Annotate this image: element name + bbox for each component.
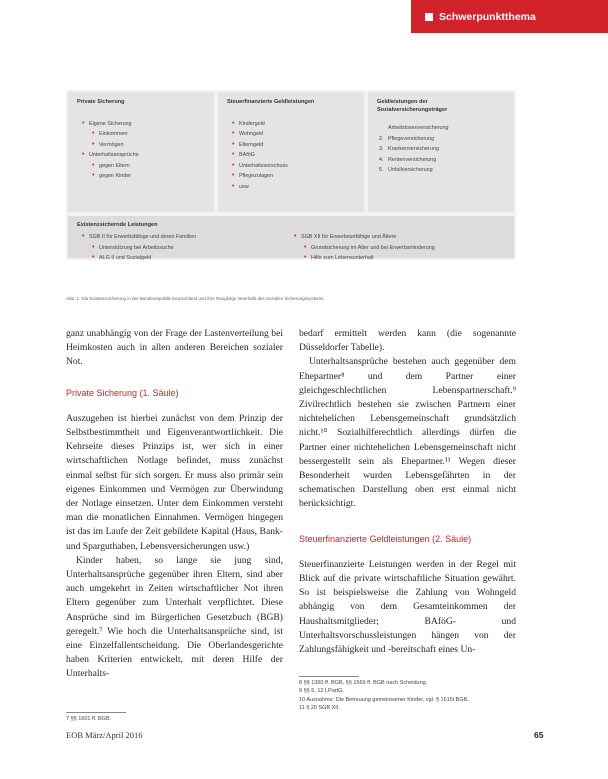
diagram-list-item: • Pflegezulagen	[239, 171, 364, 182]
diagram-list-item	[379, 134, 514, 145]
footnote: 11 § 20 SGB XII.	[299, 705, 340, 712]
diagram-list-item: • SGB II für Erwerbsfähige und deren Familien	[89, 232, 196, 243]
footnote-rule	[66, 712, 126, 713]
list-text: Unfallversicherung	[388, 167, 433, 174]
diagram-list-item: • SGB XII für Erwerbsunfähige und Ältere	[301, 232, 435, 243]
panel-social	[368, 92, 514, 212]
diagram-list-item: • Elterngeld	[239, 140, 364, 151]
social-security-diagram	[66, 90, 516, 260]
diagram-list-item	[388, 123, 514, 134]
right-column	[299, 327, 516, 657]
private-list	[68, 107, 214, 182]
diagram-list-item	[379, 165, 514, 176]
section-heading: Steuerfinanzierte Geldleistungen (2. Säule)	[299, 533, 472, 544]
paragraph: Auszugehen ist hierbei zunächst von dem Prinzip der Selbstbestimmtheit und Eigenverantwortlichkeit. Die Kehrseite dieses Prinzips ist, wer sich in einer wirtschaftlichen Notlage befindet, muss zunächst einmal selbst für sich sorgen. Er muss also primär sein eigenes Einkommen und Vermögen zur Überwindung der Notlage einsetzen. Unter dem Einkommen versteht man die monatlichen Einnahmen. Vermögen hingegen ist das im Laufe der Zeit gebildete Kapital (Haus, Bank- und Sparguthaben, Lebensversicherungen usw.)	[66, 412, 283, 552]
existenz-left-list	[89, 232, 196, 264]
diagram-list-item: • Grundsicherung im Alter und bei Erwerbsminderung	[311, 243, 435, 254]
paragraph: Steuerfinanzierte Leistungen werden in der Regel mit Blick auf die private wirtschaftliche Situation gewährt. So ist beispielsweise die Zahlung von Wohngeld abhängig von dem Gesamteinkommen der Haushaltsmitglieder; BAföG- und Unterhaltsvorschussleistungen hängen von der Zahlungsfähigkeit und -bereitschaft eines Un-	[299, 558, 516, 656]
list-number: 4.	[379, 156, 384, 163]
paragraph: ganz unabhängig von der Frage der Lastenverteilung bei Heimkosten auch in allen anderen Bereichen sozialer Not.	[66, 328, 283, 368]
paragraph: Kinder haben, so lange sie jung sind, Unterhaltsansprüche gegenüber ihren Eltern, sind aber auch umgekehrt in Zeiten wirtschaftlicher Not ihren Eltern gegenüber zum Unterhalt verpflichtet. Diese Ansprüche sind im Bürgerlichen Gesetzbuch (BGB) geregelt.⁷ Wie hoch die Unterhaltsansprüche sind, ist eine Einzelfallentscheidung. Die Oberlandesgerichte haben Kriterien entwickelt, mit deren Hilfe der Unterhalts-	[66, 554, 283, 680]
footnote-list	[299, 679, 516, 713]
paragraph: bedarf ermittelt werden kann (die sogenannte Düsseldorfer Tabelle).	[299, 328, 516, 354]
journal-footer: EOB März/April 2016	[66, 730, 143, 740]
diagram-list-item: • Hilfe zum Lebensunterhalt	[311, 253, 435, 264]
panel-existenz	[68, 216, 514, 261]
diagram-list-item: • ALG II und Sozialgeld	[99, 253, 196, 264]
section-tag	[411, 0, 608, 33]
list-number: 3.	[379, 146, 384, 153]
panel-title: Steuerfinanzierte Geldleistungen	[227, 99, 315, 105]
section-tag-label: Schwerpunktthema	[439, 10, 536, 23]
diagram-list-item: • Unterstützung bei Arbeitssuche	[99, 243, 196, 254]
diagram-list-item	[379, 144, 514, 155]
footnote: 7 §§ 1601 ff. BGB.	[66, 716, 112, 722]
panel-title: Geldleistungen der Sozialversicherungsträger	[377, 99, 448, 113]
list-text: Arbeitslosenversicherung	[388, 125, 449, 132]
tag-square-icon	[425, 13, 433, 21]
panel-title: Existenzsichernde Leistungen	[77, 222, 158, 228]
diagram-list-item: • gegen Eltern	[99, 161, 214, 172]
list-number: 2.	[379, 135, 384, 142]
diagram-list-item: • Einkommen	[99, 129, 214, 140]
list-text: Pflegeversicherung	[388, 135, 435, 142]
diagram-list-item: • usw.	[239, 182, 364, 193]
footnote-rule	[299, 676, 359, 677]
panel-tax	[218, 92, 364, 212]
page-number: 65	[534, 730, 544, 740]
footnote: 9 §§ 5, 12 LPartG.	[299, 688, 344, 695]
tax-list	[218, 107, 364, 193]
diagram-list-item: • Eigene Sicherung	[89, 119, 214, 130]
diagram-list-item	[379, 155, 514, 166]
diagram-list-item: • Unterhaltsansprüche	[89, 150, 214, 161]
diagram-list-item: • Unterhaltsvorschuss	[239, 161, 364, 172]
list-text: Rentenversicherung	[388, 156, 437, 163]
list-number: 5.	[379, 167, 384, 174]
diagram-list-item: • Vermögen	[99, 140, 214, 151]
diagram-list-item: • BAföG	[239, 150, 364, 161]
paragraph: Unterhaltsansprüche bestehen auch gegenüber dem Ehepartner⁸ und dem Partner einer gleichgeschlechtlichen Lebenspartnerschaft.⁹ Zivilrechtlich bestehen sie zwischen Partnern einer nichtehelichen Lebensgemeinschaft grundsätzlich nicht.¹⁰ Sozialhilferechtlich allerdings dürfen die Partner einer nichtehelichen Lebensgemeinschaft nicht bessergestellt sein als Ehepartner.¹¹ Wegen dieser Besonderheit wurden Lebensgefährten in der schematischen Darstellung oben erst einmal nicht berücksichtigt.	[299, 356, 516, 510]
panel-private	[68, 92, 214, 212]
section-heading: Private Sicherung (1. Säule)	[66, 387, 179, 398]
panel-title: Private Sicherung	[77, 99, 125, 105]
footnote: 10 Ausnahme: Die Betreuung gemeinsamer Kinder, vgl. § 1615l BGB.	[299, 696, 469, 703]
diagram-list-item: • Kindergeld	[239, 119, 364, 130]
left-column	[66, 327, 283, 682]
footnote: 8 §§ 1360 ff. BGB, §§ 1569 ff. BGB nach Scheidung.	[299, 680, 428, 686]
list-text: Krankenversicherung	[388, 146, 439, 153]
diagram-list-item: • gegen Kinder	[99, 171, 214, 182]
social-list	[368, 114, 514, 176]
existenz-right-list	[301, 232, 435, 264]
figure-caption: Abb. 1: Die Existenzsicherung in der Bundesrepublik Deutschland und ihre Rangfolge innerhalb des Sozialen Sicherungssystems.	[66, 296, 325, 301]
diagram-list-item: • Wohngeld	[239, 129, 364, 140]
